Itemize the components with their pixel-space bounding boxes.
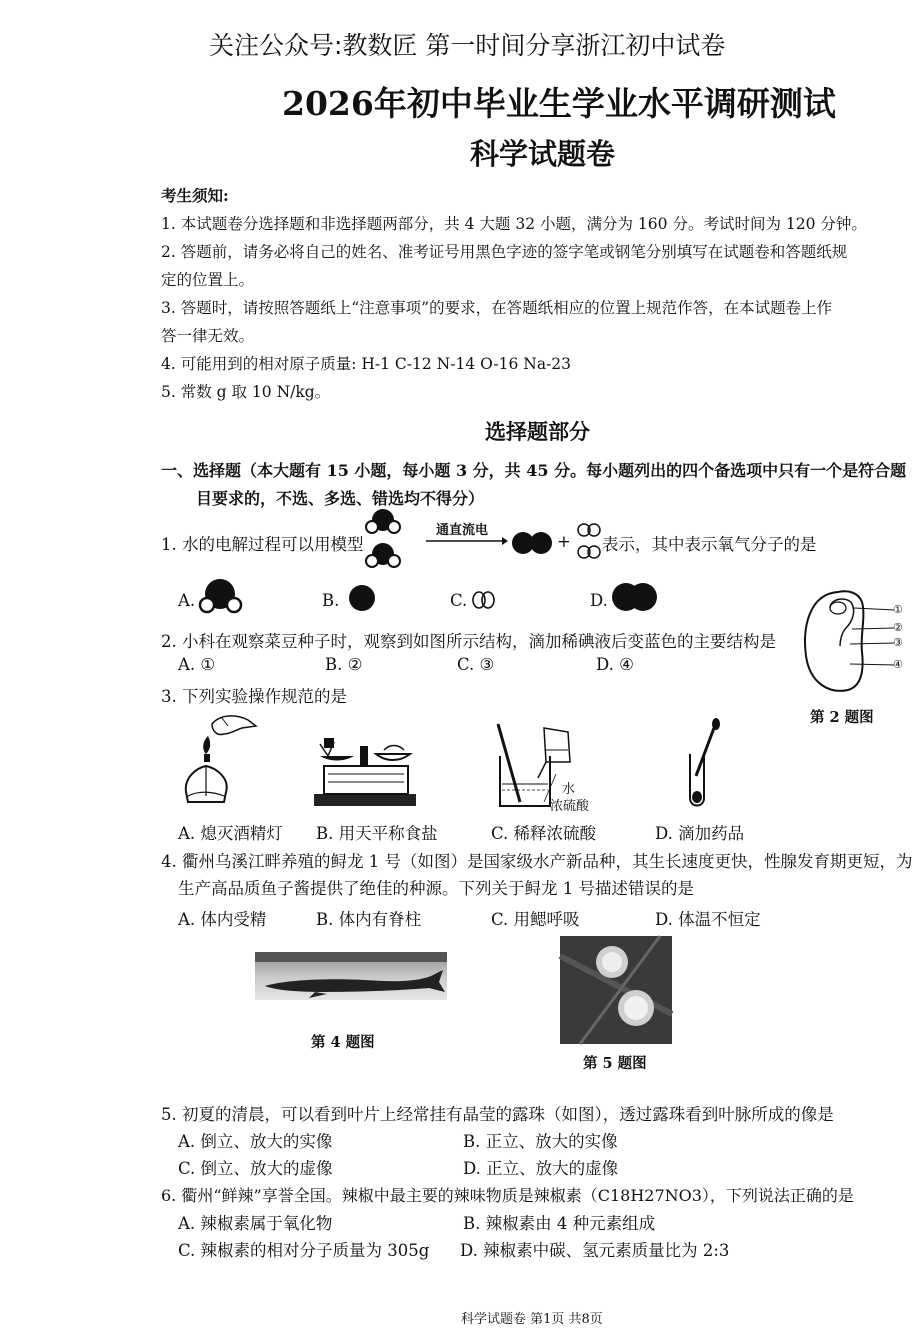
option-a-molecule-icon: [196, 578, 246, 614]
q6-option-d: D. 辣椒素中碳、氢元素质量比为 2:3: [460, 1241, 730, 1260]
balance-scale-figure: [314, 732, 418, 808]
q5-stem: 5. 初夏的清晨，可以看到叶片上经常挂有晶莹的露珠（如图），透过露珠看到叶脉所成的像是: [161, 1105, 834, 1124]
label-water: 水: [562, 782, 576, 797]
q2-option-c: C. ③: [457, 655, 495, 674]
option-b-atom-icon: [348, 585, 378, 615]
seed-label-2: ②: [893, 621, 903, 634]
notice-item: 答一律无效。: [161, 327, 255, 345]
seed-label-3: ③: [893, 636, 903, 649]
q4-stem-line1: 4. 衢州乌溪江畔养殖的鲟龙 1 号（如图）是国家级水产新品种，其生长速度更快，性腺发育期更短，为: [161, 852, 913, 871]
q2-option-a: A. ①: [178, 655, 216, 674]
part1-line2: 目要求的，不选、多选、错选均不得分）: [196, 489, 485, 508]
q3-option-d: D. 滴加药品: [655, 824, 745, 843]
q1-option-c: C.: [450, 591, 468, 610]
q5-option-b: B. 正立、放大的实像: [463, 1132, 618, 1151]
arrow-label: 通直流电: [436, 523, 489, 538]
option-c-molecule-icon: [472, 590, 496, 610]
q2-caption: 第 2 题图: [810, 709, 874, 726]
seed-label-1: ①: [893, 603, 903, 616]
page-footer: 科学试题卷 第1页 共8页: [461, 1312, 603, 1327]
q4-option-c: C. 用鳃呼吸: [491, 910, 580, 929]
q6-option-b: B. 辣椒素由 4 种元素组成: [463, 1214, 656, 1233]
seed-label-4: ④: [893, 658, 903, 671]
notice-item: 5. 常数 g 取 10 N/kg。: [161, 383, 331, 401]
q5-option-a: A. 倒立、放大的实像: [178, 1132, 333, 1151]
q1-option-d: D.: [590, 591, 608, 610]
q3-stem: 3. 下列实验操作规范的是: [161, 687, 347, 706]
label-conc-acid: 浓硫酸: [550, 799, 590, 814]
exam-title: 2026年初中毕业生学业水平调研测试: [282, 84, 836, 123]
q4-option-d: D. 体温不恒定: [655, 910, 761, 929]
section-title: 选择题部分: [485, 419, 590, 444]
q3-option-b: B. 用天平称食盐: [316, 824, 438, 843]
q6-option-c: C. 辣椒素的相对分子质量为 305g: [178, 1241, 430, 1260]
banner-text: 关注公众号:教数匠 第一时间分享浙江初中试卷: [209, 31, 726, 60]
q1-suffix: 表示，其中表示氧气分子的是: [602, 535, 817, 554]
q4-stem-line2: 生产高品质鱼子酱提供了绝佳的种源。下列关于鲟龙 1 号描述错误的是: [178, 879, 694, 898]
q3-option-a: A. 熄灭酒精灯: [178, 824, 283, 843]
water-molecule-model-icon: [366, 508, 416, 574]
q4-caption: 第 4 题图: [311, 1034, 375, 1051]
q1-option-b: B.: [322, 591, 340, 610]
q5-option-d: D. 正立、放大的虚像: [463, 1159, 619, 1178]
q6-option-a: A. 辣椒素属于氧化物: [178, 1214, 333, 1233]
q2-option-d: D. ④: [596, 655, 634, 674]
q4-option-a: A. 体内受精: [178, 910, 267, 929]
q6-stem: 6. 衢州“鲜辣”享誉全国。辣椒中最主要的辣味物质是辣椒素（C18H27NO3），下列说法正确的是: [161, 1186, 854, 1205]
notice-item: 1. 本试题卷分选择题和非选择题两部分，共 4 大题 32 小题，满分为 160 分。考试时间为 120 分钟。: [161, 215, 867, 233]
option-d-molecule-icon: [612, 582, 658, 614]
q2-option-b: B. ②: [325, 655, 363, 674]
q4-option-b: B. 体内有脊柱: [316, 910, 422, 929]
notice-item: 定的位置上。: [161, 271, 255, 289]
notice-item: 4. 可能用到的相对原子质量: H-1 C-12 N-14 O-16 Na-23: [161, 355, 572, 373]
part1-line1: 一、选择题（本大题有 15 小题，每小题 3 分，共 45 分。每小题列出的四个备选项中只有一个是符合题: [161, 461, 907, 480]
sturgeon-photo: [255, 952, 447, 1000]
q1-option-a: A.: [178, 591, 196, 610]
dropper-test-tube-figure: [682, 718, 726, 810]
notice-item: 2. 答题前，请务必将自己的姓名、准考证号用黑色字迹的签字笔或钢笔分别填写在试题卷和答题纸规: [161, 243, 848, 261]
notice-heading: 考生须知:: [161, 186, 229, 205]
q2-stem: 2. 小科在观察菜豆种子时，观察到如图所示结构，滴加稀碘液后变蓝色的主要结构是: [161, 632, 776, 651]
q1-prefix: 1. 水的电解过程可以用模型: [161, 535, 364, 554]
q3-option-c: C. 稀释浓硫酸: [491, 824, 597, 843]
notice-item: 3. 答题时，请按照答题纸上“注意事项”的要求，在答题纸相应的位置上规范作答，在本试题卷上作: [161, 299, 833, 317]
dew-drops-photo: [560, 936, 672, 1044]
reaction-arrow-icon: [426, 536, 508, 546]
q5-option-c: C. 倒立、放大的虚像: [178, 1159, 333, 1178]
hydrogen-molecule-icon: [512, 530, 554, 556]
exam-subtitle: 科学试题卷: [470, 137, 616, 171]
oxygen-molecule-icon: [578, 522, 602, 562]
q5-caption: 第 5 题图: [583, 1055, 647, 1072]
alcohol-lamp-blowing-figure: [178, 708, 260, 810]
plus-sign: +: [557, 532, 571, 551]
